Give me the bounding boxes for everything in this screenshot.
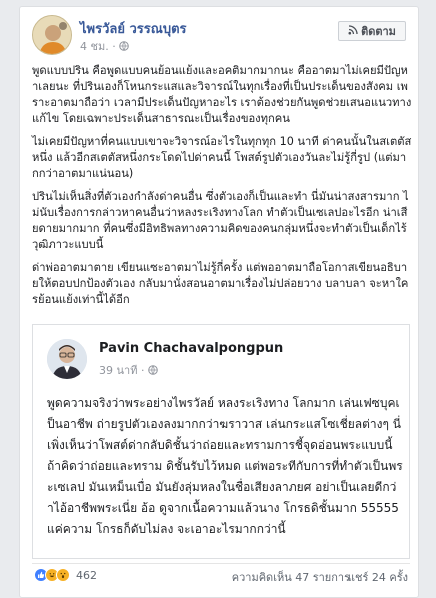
post-paragraph: พูดแบบปริน คือพูดแบบคนย้อนแย้งและอคติมากมากนะ คืออาตมาไม่เคยมีปัญหาเลยนะ ที่ปรินเองก็โหนกระแสและวิจารณ์ในทุกเรื่องที่เป็นประเด็นของสังคม เพราะอาตมาถือว่า เวลามีประเด็นปัญหาอะไร เราต้องช่วยกันพูดช่วยเสนอแนวทางแก้ไข โดยเฉพาะประเด็นสาธารณะเป็นเรื่องของทุกคน (32, 64, 412, 125)
post-paragraph: ด่าพ่ออาตมาตาย เขียนแซะอาตมาไม่รู้กี่ครั้ง แต่พออาตมาถือโอกาสเขียนอธิบายให้ตอบปกป้องตัวเอง กลับมานั่งสอนอาตมาเรื่องไม่ปล่อยวาง บลาบลา จะหาใครย้อนแย้งเท่านี้ได้อีก (32, 261, 409, 306)
author-avatar[interactable] (32, 15, 72, 55)
post-paragraph: ปรินไม่เห็นสิ่งที่ตัวเองกำลังด่าคนอื่น ซึ่งตัวเองก็เป็นและทำ นี่มันน่าสงสารมาก ไม่นับเรื่องการกล่าวหาคนอื่นว่าหลงระเริงทางโลก ทำตัวเป็นเซเลปอะไรอีก น่าเสียดายมากมาก ที่คนซึ่งมีอิทธิพลทางความคิดของคนกลุ่มหนึ่งจะทำตัวเป็นเด็กไร้วุฒิภาวะแบบนี้ (32, 190, 409, 251)
globe-icon (148, 364, 158, 377)
monk-portrait-icon (33, 16, 72, 55)
person-portrait-icon (47, 339, 87, 379)
shared-post-meta (99, 361, 158, 379)
post-card (19, 6, 419, 598)
rss-icon (348, 25, 358, 38)
post-paragraph: ไม่เคยมีปัญหาที่คนแบบเขาจะวิจารณ์อะไรในทุกทุก 10 นาที ด่าคนนั้นในสเตตัสหนึ่ง แล้วอีกสเตตัสหนึ่งกระโดดไปด่าคนนี้ โพสต์รูปตัวเองวันละไม่รู้กี่รูป (แต่มากกว่าอาตมาแน่นอน) (32, 135, 412, 180)
shared-post-time[interactable]: 39 นาที (99, 364, 138, 377)
post-time[interactable]: 4 ชม. (80, 40, 109, 53)
author-name[interactable]: ไพรวัลย์ วรรณบุตร (80, 22, 187, 37)
follow-button[interactable] (338, 21, 406, 41)
dot-separator: · (112, 40, 120, 53)
follow-label: ติดตาม (361, 25, 396, 38)
dot-separator: · (140, 364, 148, 377)
shared-author-name[interactable]: Pavin Chachavalpongpun (99, 341, 284, 356)
post-footer (32, 563, 410, 587)
shared-post[interactable] (32, 324, 410, 559)
post-header (32, 15, 406, 55)
reactions-summary[interactable] (34, 568, 97, 582)
reaction-count: 462 (76, 568, 97, 582)
wow-reaction-icon (56, 568, 70, 582)
globe-icon (119, 40, 129, 53)
shared-author-avatar[interactable] (47, 339, 87, 379)
comment-count-link[interactable]: ความคิดเห็น 47 รายการ (231, 571, 350, 584)
shared-post-text: พูดความจริงว่าพระอย่างไพรวัลย์ หลงระเริงทาง โลกมาก เล่นเฟซบุคเป็นอาชีพ ถ่ายรูปตัวเองลงมากกว่าฆราวาส เล่นกระแสโซเชี่ยลต่างๆ นี่เพิ่งเห็นว่าโพสต์ด่ากลับดิชั้นว่าถ่อยและทรามการชี้จุดอ่อนพระแบบนี้ ถ้าคิดว่าถ่อยและทราม ดิชั้นรับไว้หมด แต่พอระทีกับการที่ทำตัวเป็นพระเซเลป มันเหม็นเบื่อ มันยังลุ่มหลงในชื่อเสียงลาภยศ อย่าเป็นเลยดีกว่าไอ้อาชีพพระเนี่ย อ้อ ดูจากเนื้อความแล้วนาง โกรธดิชั้นมาก 55555 แค่ความ โกรธก็ดับไม่ลง จะเอาอะไรมากกว่านี้ (47, 396, 403, 536)
share-count-link[interactable]: แชร์ 24 ครั้ง (347, 571, 408, 584)
post-meta (80, 37, 129, 55)
post-body (32, 63, 412, 315)
